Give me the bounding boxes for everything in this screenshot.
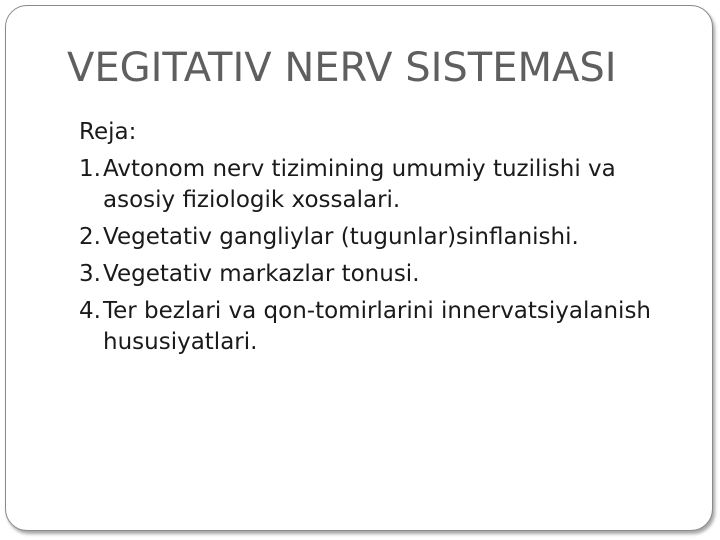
plan-list bbox=[79, 154, 689, 358]
plan-item-number: 3. bbox=[79, 261, 101, 287]
plan-item bbox=[79, 296, 689, 358]
plan-heading: Reja: bbox=[79, 119, 137, 145]
plan-item bbox=[79, 154, 689, 216]
plan-item-number: 4. bbox=[79, 298, 101, 324]
plan-item-text: Vegetativ markazlar tonusi. bbox=[103, 261, 420, 287]
slide-title: VEGITATIV NERV SISTEMASI bbox=[67, 45, 617, 91]
slide-content bbox=[79, 117, 689, 364]
plan-item-number: 1. bbox=[79, 156, 101, 182]
plan-item-text: Ter bezlari va qon-tomirlarini innervatsiyalanish hususiyatlari. bbox=[103, 298, 652, 355]
plan-item bbox=[79, 259, 689, 290]
plan-item-text: Avtonom nerv tizimining umumiy tuzilishi va asosiy fiziologik xossalari. bbox=[103, 156, 616, 213]
plan-item-number: 2. bbox=[79, 224, 101, 250]
plan-item bbox=[79, 222, 689, 253]
plan-item-text: Vegetativ gangliylar (tugunlar)sinflanishi. bbox=[103, 224, 579, 250]
